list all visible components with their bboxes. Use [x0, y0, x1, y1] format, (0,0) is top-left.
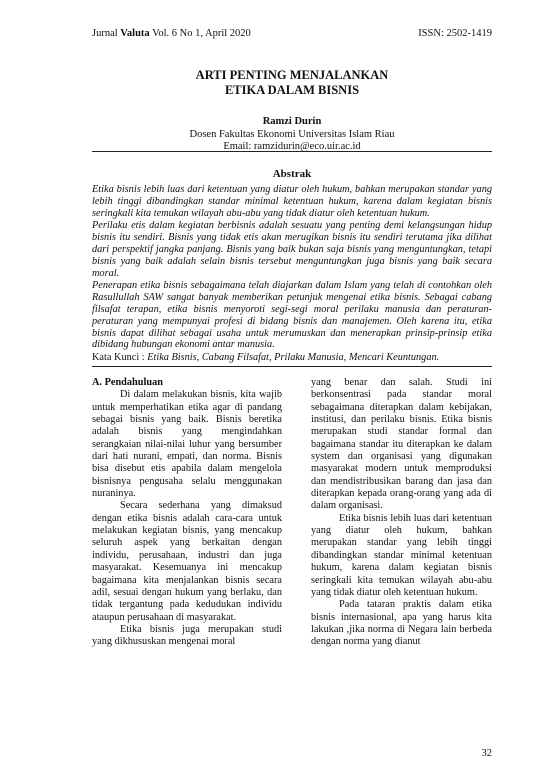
author-block: [92, 116, 492, 154]
paper-title: [92, 68, 492, 98]
body-paragraph: yang benar dan salah. Studi ini berkonsentrasi pada standar moral sebagaimana diterapkan dalam kebijakan, institusi, dan perilaku bisnis. Etika bisnis merupakan studi standar formal dan bagaimana standar itu diterapkan ke dalam system dan organisasi yang digunakan masyarakat modern untuk memproduksi dan mendistribusikan barang dan jasa dan diterapkan kepada orang-orang yang ada di dalam organisasi.: [311, 377, 492, 512]
keywords-list: Etika Bisnis, Cabang Filsafat, Prilaku Manusia, Mencari Keuntungan.: [147, 352, 440, 364]
running-header: [92, 28, 492, 42]
section-heading: A. Pendahuluan: [92, 377, 163, 388]
body-paragraph: Etika bisnis juga merupakan studi yang dikhususkan mengenai moral: [92, 623, 282, 648]
body-paragraph: Secara sederhana yang dimaksud dengan etika bisnis adalah cara-cara untuk melakukan kegiatan bisnis, yang mencakup seluruh aspek yang berkaitan dengan individu, perusahaan, industri dan juga masyarakat. Kesemuanya ini mencakup bagaimana kita menjalankan bisnis secara adil, sesuai dengan hukum yang berlaku, dan tidak tergantung pada kedudukan individu ataupun perusahaan di masyarakat.: [92, 500, 282, 623]
author-email: Email: ramzidurin@eco.uir.ac.id: [223, 141, 361, 152]
abstract-paragraph: Penerapan etika bisnis sebagaimana telah diajarkan dalam Islam yang telah di contohkan oleh Rasullullah SAW sangat banyak memberikan petunjuk mengenai etika bisnis. Sebagai cabang filsafat terapan, etika bisnis menyoroti segi-segi moral perilaku manusia dan peraturan-peraturan yang mempunyai profesi di bidang bisnis dan manajemen. Oleh karena itu, etika bisnis dapat dilihat sebagai usaha untuk merumuskan dan menerapkan prinsip-prinsip etika dibidang hubungan ekonomi antar manusia.: [92, 280, 492, 351]
author-affiliation: Dosen Fakultas Ekonomi Universitas Islam Riau: [189, 128, 395, 140]
abstract-body: [92, 184, 492, 364]
abstract-paragraph: Perilaku etis dalam kegiatan berbisnis adalah sesuatu yang penting demi kelangsungan hidup bisnis itu sendiri. Bisnis yang tidak etis akan merugikan bisnis itu sendiri terutama jika dilihat dari perspektif jangka panjang. Bisnis yang baik bukan saja bisnis yang menguntungkan, tetapi bisnis yang baik adalah selain bisnis tersebut menguntungkan juga bisnis yang baik secara moral.: [92, 220, 492, 279]
abstract-paragraph: Etika bisnis lebih luas dari ketentuan yang diatur oleh hukum, bahkan merupakan standar yang lebih tinggi dibandingkan standar minimal ketentuan hukum, karena dalam kegiatan bisnis seringkali kita temukan wilayah abu-abu yang tidak diatur oleh ketentuan hukum.: [92, 184, 492, 219]
body-paragraph: Etika bisnis lebih luas dari ketentuan yang diatur oleh hukum, bahkan merupakan standar yang lebih tinggi dibandingkan standar minimal ketentuan hukum, karena dalam kegiatan bisnis seringkali kita temukan wilayah abu-abu yang tidak diatur oleh ketentuan hukum.: [311, 512, 492, 598]
body-column-left: [92, 377, 282, 649]
body-paragraph: Pada tataran praktis dalam etika bisnis internasional, apa yang harus kita lakukan ,jika norma di Negara lain berbeda dengan norma yang dianut: [311, 599, 492, 648]
author-name: Ramzi Durin: [262, 116, 322, 127]
journal-citation: [92, 28, 251, 39]
abstract-heading: Abstrak: [272, 168, 312, 180]
journal-prefix: Jurnal: [92, 28, 121, 39]
abstract-top-rule: [92, 151, 492, 152]
page-number: 32: [481, 748, 492, 759]
body-paragraph: Di dalam melakukan bisnis, kita wajib untuk memperhatikan etika agar di pandang sebagai bisnis yang baik. Bisnis beretika adalah bisnis yang mengindahkan serangkaian nilai-nilai luhur yang bersumber dari hati nurani, empati, dan norma. Bisnis bisa disebut etis apabila dalam mengelola bisnisnya pengusaha selalu menggunakan nuraninya.: [92, 389, 282, 500]
title-line-1: ARTI PENTING MENJALANKAN: [195, 68, 389, 82]
journal-name: Valuta: [120, 28, 150, 39]
journal-volume: Vol. 6 No 1, April 2020: [149, 28, 251, 39]
keywords-label: Kata Kunci :: [92, 352, 148, 364]
body-column-right: [311, 377, 492, 649]
abstract-bottom-rule: [92, 366, 492, 367]
keywords: [92, 352, 492, 364]
title-line-2: ETIKA DALAM BISNIS: [224, 83, 360, 97]
issn: ISSN: 2502-1419: [418, 28, 492, 39]
